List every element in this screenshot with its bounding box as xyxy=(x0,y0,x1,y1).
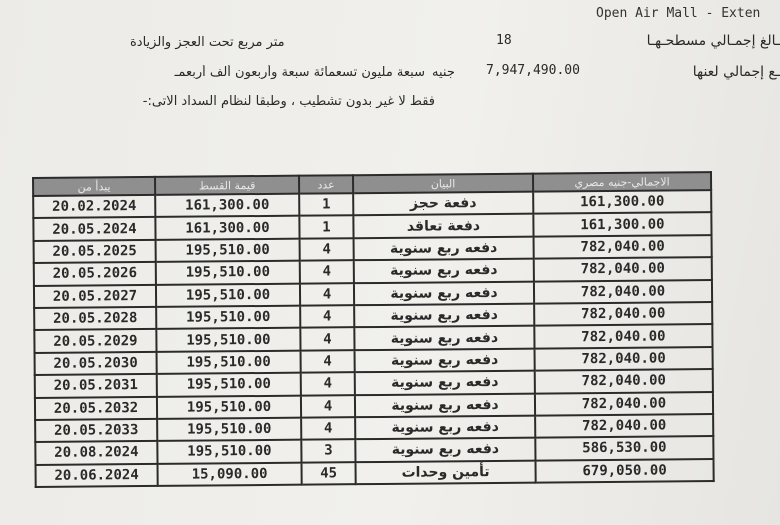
cell-count: 4 xyxy=(300,238,354,261)
cell-total: 782,040.00 xyxy=(535,347,713,371)
cell-total: 782,040.00 xyxy=(535,414,713,438)
cell-total: 782,040.00 xyxy=(535,369,713,393)
cell-description: دفعه ربع سنوية xyxy=(355,371,535,395)
currency-label: جنيه xyxy=(432,65,455,80)
cell-description: دفعه ربع سنوية xyxy=(354,326,534,350)
cell-description: دفعة تعاقد xyxy=(353,214,533,238)
area-unit: متر مربع تحت العجز والزيادة xyxy=(130,35,285,50)
cell-total: 782,040.00 xyxy=(534,280,712,304)
cell-installment-value: 195,510.00 xyxy=(156,306,300,330)
cell-start-date: 20.08.2024 xyxy=(35,441,157,464)
cell-installment-value: 195,510.00 xyxy=(157,350,301,374)
cell-installment-value: 161,300.00 xyxy=(155,194,299,218)
cell-count: 1 xyxy=(299,216,353,239)
table-body xyxy=(33,190,714,487)
cell-description: دفعة حجز xyxy=(353,192,533,216)
cell-total: 782,040.00 xyxy=(534,324,712,348)
header-count: عدد xyxy=(299,175,353,193)
cell-installment-value: 195,510.00 xyxy=(157,440,301,464)
cell-total: 782,040.00 xyxy=(534,235,712,259)
cell-total: 161,300.00 xyxy=(533,190,711,214)
cell-start-date: 20.05.2033 xyxy=(35,419,157,442)
cell-start-date: 20.05.2025 xyxy=(34,240,156,263)
price-in-words: سبعة مليون تسعمائة سبعة وأربعون ألف أربعمـ xyxy=(174,65,425,80)
cell-total: 161,300.00 xyxy=(533,212,711,236)
payment-terms: فقط لا غير بدون تشطيب ، وطبقا لنظام السداد الاتى:- xyxy=(142,94,435,109)
cell-total: 679,050.00 xyxy=(535,459,713,483)
cell-description: دفعه ربع سنوية xyxy=(354,304,534,328)
cell-count: 4 xyxy=(301,395,355,418)
cell-installment-value: 195,510.00 xyxy=(157,395,301,419)
cell-description: دفعه ربع سنوية xyxy=(355,393,535,417)
cell-total: 586,530.00 xyxy=(535,436,713,460)
header-total: الاجمالي-جنيه مصري xyxy=(533,172,711,192)
cell-count: 4 xyxy=(300,328,354,351)
cell-count: 4 xyxy=(300,283,354,306)
cell-count: 1 xyxy=(299,193,353,216)
cell-start-date: 20.05.2029 xyxy=(34,329,156,352)
cell-start-date: 20.05.2030 xyxy=(35,352,157,375)
area-value: 18 xyxy=(496,33,512,48)
table-row xyxy=(36,459,714,487)
cell-count: 4 xyxy=(301,372,355,395)
cell-installment-value: 15,090.00 xyxy=(158,462,302,486)
header-start-date: يبدأ من xyxy=(33,177,155,196)
cell-installment-value: 195,510.00 xyxy=(156,283,300,307)
cell-start-date: 20.05.2031 xyxy=(35,374,157,397)
price-value: 7,947,490.00 xyxy=(486,63,580,78)
cell-start-date: 20.05.2026 xyxy=(34,262,156,285)
cell-start-date: 20.05.2027 xyxy=(34,284,156,307)
cell-description: دفعه ربع سنوية xyxy=(355,348,535,372)
cell-installment-value: 195,510.00 xyxy=(156,238,300,262)
cell-count: 45 xyxy=(302,462,356,485)
cell-start-date: 20.05.2032 xyxy=(35,396,157,419)
cell-count: 4 xyxy=(300,305,354,328)
cell-start-date: 20.05.2028 xyxy=(34,307,156,330)
project-title: Open Air Mall - Exten xyxy=(596,6,761,21)
cell-description: تأمين وحدات xyxy=(355,460,535,484)
cell-description: دفعه ربع سنوية xyxy=(355,438,535,462)
cell-installment-value: 161,300.00 xyxy=(155,216,299,240)
cell-installment-value: 195,510.00 xyxy=(156,261,300,285)
cell-count: 3 xyxy=(301,439,355,462)
cell-description: دفعه ربع سنوية xyxy=(354,236,534,260)
cell-description: دفعه ربع سنوية xyxy=(354,259,534,283)
cell-total: 782,040.00 xyxy=(534,257,712,281)
cell-count: 4 xyxy=(300,260,354,283)
cell-start-date: 20.02.2024 xyxy=(33,195,155,218)
cell-start-date: 20.05.2024 xyxy=(33,217,155,240)
cell-start-date: 20.06.2024 xyxy=(36,464,158,487)
header-installment-value: قيمة القسط xyxy=(155,176,299,195)
price-label: ـع إجمالي لعنها xyxy=(692,64,780,80)
area-label: ـالغ إجمـالي مسطحـهـا xyxy=(646,33,780,49)
cell-installment-value: 195,510.00 xyxy=(157,418,301,442)
cell-total: 782,040.00 xyxy=(534,302,712,326)
payment-schedule-table xyxy=(32,171,715,488)
cell-count: 4 xyxy=(301,417,355,440)
header-description: البيان xyxy=(353,174,533,194)
cell-installment-value: 195,510.00 xyxy=(157,373,301,397)
cell-description: دفعه ربع سنوية xyxy=(355,416,535,440)
cell-total: 782,040.00 xyxy=(535,392,713,416)
cell-description: دفعه ربع سنوية xyxy=(354,281,534,305)
cell-installment-value: 195,510.00 xyxy=(156,328,300,352)
cell-count: 4 xyxy=(301,350,355,373)
